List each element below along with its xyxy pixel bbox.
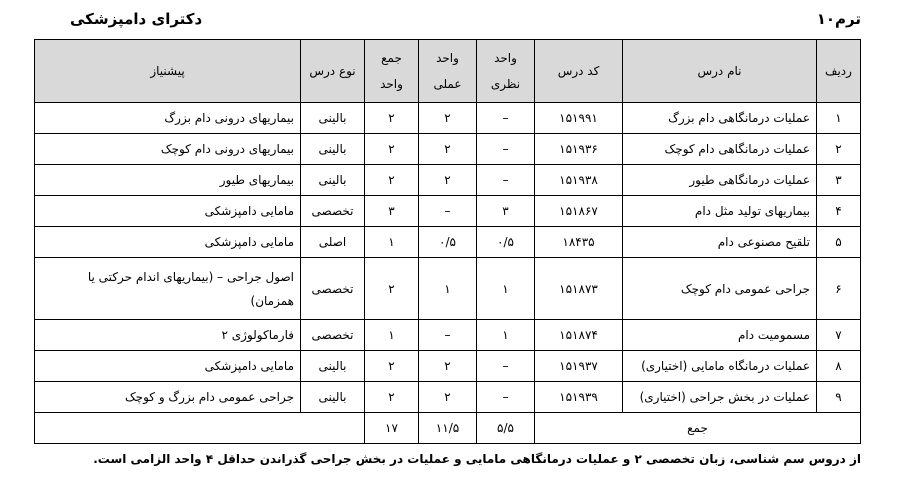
course-type: تخصصی <box>301 258 365 320</box>
course-name: عملیات درمانگاهی دام کوچک <box>623 134 817 165</box>
col-header-row-number: ردیف <box>817 40 861 103</box>
course-type: بالینی <box>301 382 365 413</box>
course-name: مسمومیت دام <box>623 320 817 351</box>
col-header-theory-units: واحد نظری <box>477 40 535 103</box>
course-name: عملیات در بخش جراحی (اختیاری) <box>623 382 817 413</box>
practical-units: ۱ <box>419 258 477 320</box>
course-code: ۱۵۱۹۹۱ <box>535 103 623 134</box>
footnote: از دروس سم شناسی، زبان تخصصی ۲ و عملیات درمانگاهی مامایی و عملیات در بخش جراحی گذراندن حداقل ۴ واحد الزامی است. <box>93 452 861 466</box>
prerequisite: بیماریهای درونی دام بزرگ <box>35 103 301 134</box>
course-type: اصلی <box>301 227 365 258</box>
course-name: عملیات درمانگاه مامایی (اختیاری) <box>623 351 817 382</box>
row-number: ۷ <box>817 320 861 351</box>
total-units: ۲ <box>365 382 419 413</box>
course-name: بیماریهای تولید مثل دام <box>623 196 817 227</box>
practical-units: ۲ <box>419 103 477 134</box>
row-number: ۲ <box>817 134 861 165</box>
theory-units: – <box>477 134 535 165</box>
table-row <box>35 320 861 351</box>
practical-units: – <box>419 320 477 351</box>
course-name: جراحی عمومی دام کوچک <box>623 258 817 320</box>
table-row <box>35 134 861 165</box>
totals-row <box>35 413 861 444</box>
row-number: ۳ <box>817 165 861 196</box>
totals-empty <box>35 413 365 444</box>
prerequisite: جراحی عمومی دام بزرگ و کوچک <box>35 382 301 413</box>
course-type: بالینی <box>301 103 365 134</box>
course-code: ۱۵۱۹۳۹ <box>535 382 623 413</box>
theory-units: – <box>477 165 535 196</box>
table-row <box>35 351 861 382</box>
practical-units: ۲ <box>419 134 477 165</box>
col-header-total-units: جمع واحد <box>365 40 419 103</box>
total-units: ۲ <box>365 258 419 320</box>
total-units: ۳ <box>365 196 419 227</box>
theory-units: – <box>477 103 535 134</box>
course-code: ۱۵۱۹۳۷ <box>535 351 623 382</box>
course-code: ۱۵۱۹۳۶ <box>535 134 623 165</box>
prerequisite: بیماریهای طیور <box>35 165 301 196</box>
col-header-course-code: کد درس <box>535 40 623 103</box>
course-code: ۱۵۱۸۷۳ <box>535 258 623 320</box>
col-header-prerequisite: پیشنیاز <box>35 40 301 103</box>
practical-units: – <box>419 196 477 227</box>
theory-units: ۰/۵ <box>477 227 535 258</box>
course-code: ۱۵۱۸۶۷ <box>535 196 623 227</box>
total-units: ۲ <box>365 165 419 196</box>
course-name: تلقیح مصنوعی دام <box>623 227 817 258</box>
total-units: ۱ <box>365 320 419 351</box>
practical-units: ۲ <box>419 351 477 382</box>
practical-units: ۰/۵ <box>419 227 477 258</box>
row-number: ۴ <box>817 196 861 227</box>
totals-practical: ۱۱/۵ <box>419 413 477 444</box>
theory-units: – <box>477 351 535 382</box>
total-units: ۱ <box>365 227 419 258</box>
prerequisite: بیماریهای درونی دام کوچک <box>35 134 301 165</box>
header-row <box>35 40 861 103</box>
theory-units: ۱ <box>477 258 535 320</box>
row-number: ۵ <box>817 227 861 258</box>
practical-units: ۲ <box>419 382 477 413</box>
course-type: تخصصی <box>301 196 365 227</box>
col-header-course-name: نام درس <box>623 40 817 103</box>
totals-theory: ۵/۵ <box>477 413 535 444</box>
row-number: ۱ <box>817 103 861 134</box>
course-type: تخصصی <box>301 320 365 351</box>
theory-units: – <box>477 382 535 413</box>
totals-label: جمع <box>535 413 861 444</box>
course-name: عملیات درمانگاهی طیور <box>623 165 817 196</box>
total-units: ۲ <box>365 134 419 165</box>
table-row <box>35 103 861 134</box>
table-row <box>35 382 861 413</box>
row-number: ۹ <box>817 382 861 413</box>
total-units: ۲ <box>365 351 419 382</box>
course-type: بالینی <box>301 165 365 196</box>
course-table <box>34 39 861 444</box>
table-row <box>35 196 861 227</box>
course-type: بالینی <box>301 351 365 382</box>
term-title: ترم۱۰ <box>816 10 861 28</box>
table-row <box>35 227 861 258</box>
col-header-course-type: نوع درس <box>301 40 365 103</box>
total-units: ۲ <box>365 103 419 134</box>
table-row <box>35 165 861 196</box>
col-header-practical-units: واحد عملی <box>419 40 477 103</box>
prerequisite: مامایی دامپزشکی <box>35 227 301 258</box>
theory-units: ۳ <box>477 196 535 227</box>
table-row <box>35 258 861 320</box>
prerequisite: اصول جراحی – (بیماریهای اندام حرکتی یا همزمان) <box>35 258 301 320</box>
prerequisite: فارماکولوژی ۲ <box>35 320 301 351</box>
faculty-title: دکترای دامپزشکی <box>70 10 203 28</box>
totals-total: ۱۷ <box>365 413 419 444</box>
course-type: بالینی <box>301 134 365 165</box>
course-name: عملیات درمانگاهی دام بزرگ <box>623 103 817 134</box>
course-code: ۱۵۱۹۳۸ <box>535 165 623 196</box>
course-code: ۱۸۴۳۵ <box>535 227 623 258</box>
prerequisite: مامایی دامپزشکی <box>35 351 301 382</box>
row-number: ۶ <box>817 258 861 320</box>
prerequisite: مامایی دامپزشکی <box>35 196 301 227</box>
theory-units: ۱ <box>477 320 535 351</box>
row-number: ۸ <box>817 351 861 382</box>
practical-units: ۲ <box>419 165 477 196</box>
course-code: ۱۵۱۸۷۴ <box>535 320 623 351</box>
